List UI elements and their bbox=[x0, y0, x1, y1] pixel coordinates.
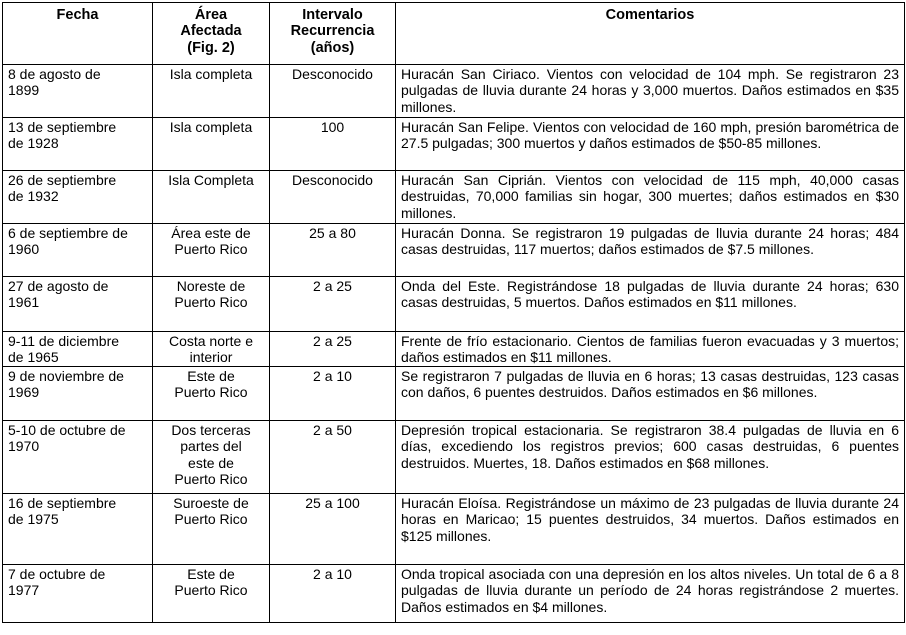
recurrence-cell-text: 2 a 25 bbox=[313, 333, 352, 349]
recurrence-cell-text: 25 a 100 bbox=[305, 494, 360, 511]
comments-cell bbox=[396, 420, 905, 493]
comments-cell-text: Huracán San Felipe. Vientos con velocidad de 160 mph, presión barométrica de 27.5 pulgadas; 300 muertos y daños estimados de $50-85 millones. bbox=[401, 119, 899, 152]
recurrence-cell-text: 2 a 25 bbox=[313, 278, 352, 294]
recurrence-cell bbox=[270, 171, 396, 224]
comments-cell bbox=[396, 564, 905, 622]
events-table bbox=[2, 2, 905, 623]
area-cell bbox=[153, 277, 270, 332]
date-cell bbox=[3, 366, 153, 420]
area-cell-text: Isla completa bbox=[169, 119, 253, 135]
area-cell-text: Costa norte e interior bbox=[168, 333, 254, 366]
recurrence-cell-text: Desconocido bbox=[292, 172, 373, 188]
table-row bbox=[3, 564, 905, 622]
header-area: Área Afectada (Fig. 2) bbox=[153, 3, 270, 65]
comments-cell-text: Frente de frío estacionario. Cientos de familias fueron evacuadas y 3 muertos; daños estimados en $11 millones. bbox=[401, 333, 899, 366]
recurrence-cell bbox=[270, 420, 396, 493]
area-cell-text: Este de Puerto Rico bbox=[174, 565, 248, 599]
table-row bbox=[3, 493, 905, 564]
comments-cell-text: Se registraron 7 pulgadas de lluvia en 6 horas; 13 casas destruidas, 123 casas con daños, 6 puentes destruidos. Daños estimados en $6 millones. bbox=[401, 367, 899, 401]
recurrence-cell-text: 2 a 50 bbox=[313, 421, 352, 438]
table-row bbox=[3, 224, 905, 277]
area-cell bbox=[153, 564, 270, 622]
area-cell-text: Este de Puerto Rico bbox=[174, 367, 248, 401]
date-cell bbox=[3, 420, 153, 493]
area-cell-text: Isla completa bbox=[169, 66, 253, 82]
comments-cell-text: Huracán San Ciprián. Vientos con velocidad de 115 mph, 40,000 casas destruidas, 70,000 familias sin hogar, 300 muertes; daños estimados en $30 millones. bbox=[401, 172, 899, 221]
area-cell bbox=[153, 171, 270, 224]
recurrence-cell bbox=[270, 65, 396, 118]
date-cell-text: 9 de noviembre de 1969 bbox=[8, 367, 124, 401]
comments-cell bbox=[396, 65, 905, 118]
comments-cell bbox=[396, 366, 905, 420]
recurrence-cell bbox=[270, 493, 396, 564]
recurrence-cell bbox=[270, 332, 396, 367]
recurrence-cell bbox=[270, 224, 396, 277]
date-cell bbox=[3, 65, 153, 118]
date-cell-text: 16 de septiembre de 1975 bbox=[8, 494, 117, 528]
date-cell-text: 9-11 de diciembre de 1965 bbox=[8, 333, 120, 366]
table-row bbox=[3, 420, 905, 493]
table-row bbox=[3, 118, 905, 171]
area-cell bbox=[153, 493, 270, 564]
comments-cell-text: Huracán San Ciriaco. Vientos con velocidad de 104 mph. Se registraron 23 pulgadas de lluvia durante 24 horas y 3,000 muertos. Daños estimados en $35 millones. bbox=[401, 66, 899, 115]
area-cell bbox=[153, 366, 270, 420]
area-cell-text: Área este de Puerto Rico bbox=[171, 225, 251, 258]
area-cell-text: Dos terceras partes del este de Puerto Rico bbox=[171, 421, 251, 488]
area-cell-text: Suroeste de Puerto Rico bbox=[173, 494, 249, 528]
area-cell-text: Noreste de Puerto Rico bbox=[174, 278, 248, 311]
date-cell bbox=[3, 332, 153, 367]
recurrence-cell-text: 100 bbox=[320, 119, 345, 135]
comments-cell-text: Onda tropical asociada con una depresión en los altos niveles. Un total de 6 a 8 pulgadas de lluvia durante un período de 24 horas registrándose 2 muertes. Daños estimados en $4 millones. bbox=[401, 565, 899, 615]
date-cell bbox=[3, 277, 153, 332]
date-cell bbox=[3, 171, 153, 224]
date-cell bbox=[3, 224, 153, 277]
recurrence-cell-text: Desconocido bbox=[292, 66, 373, 82]
comments-cell-text: Huracán Eloísa. Registrándose un máximo de 23 pulgadas de lluvia durante 24 horas en Maricao; 15 puentes destruidos, 34 muertos. Daños estimados en $125 millones. bbox=[401, 494, 899, 544]
comments-cell bbox=[396, 332, 905, 367]
comments-cell-text: Onda del Este. Registrándose 18 pulgadas de lluvia durante 24 horas; 630 casas destruidas, 5 muertos. Daños estimados en $11 millones. bbox=[401, 278, 899, 311]
date-cell-text: 8 de agosto de 1899 bbox=[8, 66, 101, 99]
recurrence-cell-text: 2 a 10 bbox=[313, 367, 352, 384]
area-cell bbox=[153, 332, 270, 367]
table-row bbox=[3, 277, 905, 332]
table-row bbox=[3, 332, 905, 367]
table-header-row bbox=[3, 3, 905, 65]
table-body bbox=[3, 65, 905, 623]
recurrence-cell bbox=[270, 366, 396, 420]
area-cell bbox=[153, 420, 270, 493]
comments-cell bbox=[396, 277, 905, 332]
header-comentarios: Comentarios bbox=[396, 3, 905, 65]
comments-cell bbox=[396, 493, 905, 564]
area-cell bbox=[153, 118, 270, 171]
date-cell-text: 13 de septiembre de 1928 bbox=[8, 119, 117, 152]
header-fecha: Fecha bbox=[3, 3, 153, 65]
date-cell-text: 5-10 de octubre de 1970 bbox=[8, 421, 126, 455]
comments-cell bbox=[396, 171, 905, 224]
area-cell bbox=[153, 65, 270, 118]
comments-cell bbox=[396, 224, 905, 277]
recurrence-cell bbox=[270, 277, 396, 332]
comments-cell-text: Depresión tropical estacionaria. Se registraron 38.4 pulgadas de lluvia en 6 días, excediendo los registros previos; 600 casas destruidas, 6 puentes destruidos. Muertes, 18. Daños estimados en $68 millones. bbox=[401, 421, 899, 471]
recurrence-cell bbox=[270, 564, 396, 622]
table-row bbox=[3, 65, 905, 118]
date-cell-text: 27 de agosto de 1961 bbox=[8, 278, 109, 311]
date-cell bbox=[3, 564, 153, 622]
table-row bbox=[3, 171, 905, 224]
table-row bbox=[3, 366, 905, 420]
date-cell-text: 7 de octubre de 1977 bbox=[8, 565, 106, 599]
recurrence-cell bbox=[270, 118, 396, 171]
date-cell bbox=[3, 493, 153, 564]
date-cell bbox=[3, 118, 153, 171]
date-cell-text: 6 de septiembre de 1960 bbox=[8, 225, 128, 258]
area-cell bbox=[153, 224, 270, 277]
area-cell-text: Isla Completa bbox=[168, 172, 254, 188]
date-cell-text: 26 de septiembre de 1932 bbox=[8, 172, 117, 205]
recurrence-cell-text: 25 a 80 bbox=[309, 225, 356, 241]
comments-cell bbox=[396, 118, 905, 171]
comments-cell-text: Huracán Donna. Se registraron 19 pulgadas de lluvia durante 24 horas; 484 casas destruidas, 117 muertos; daños estimados de $7.5 millones. bbox=[401, 225, 899, 258]
header-intervalo: Intervalo Recurrencia (años) bbox=[270, 3, 396, 65]
recurrence-cell-text: 2 a 10 bbox=[313, 565, 352, 582]
